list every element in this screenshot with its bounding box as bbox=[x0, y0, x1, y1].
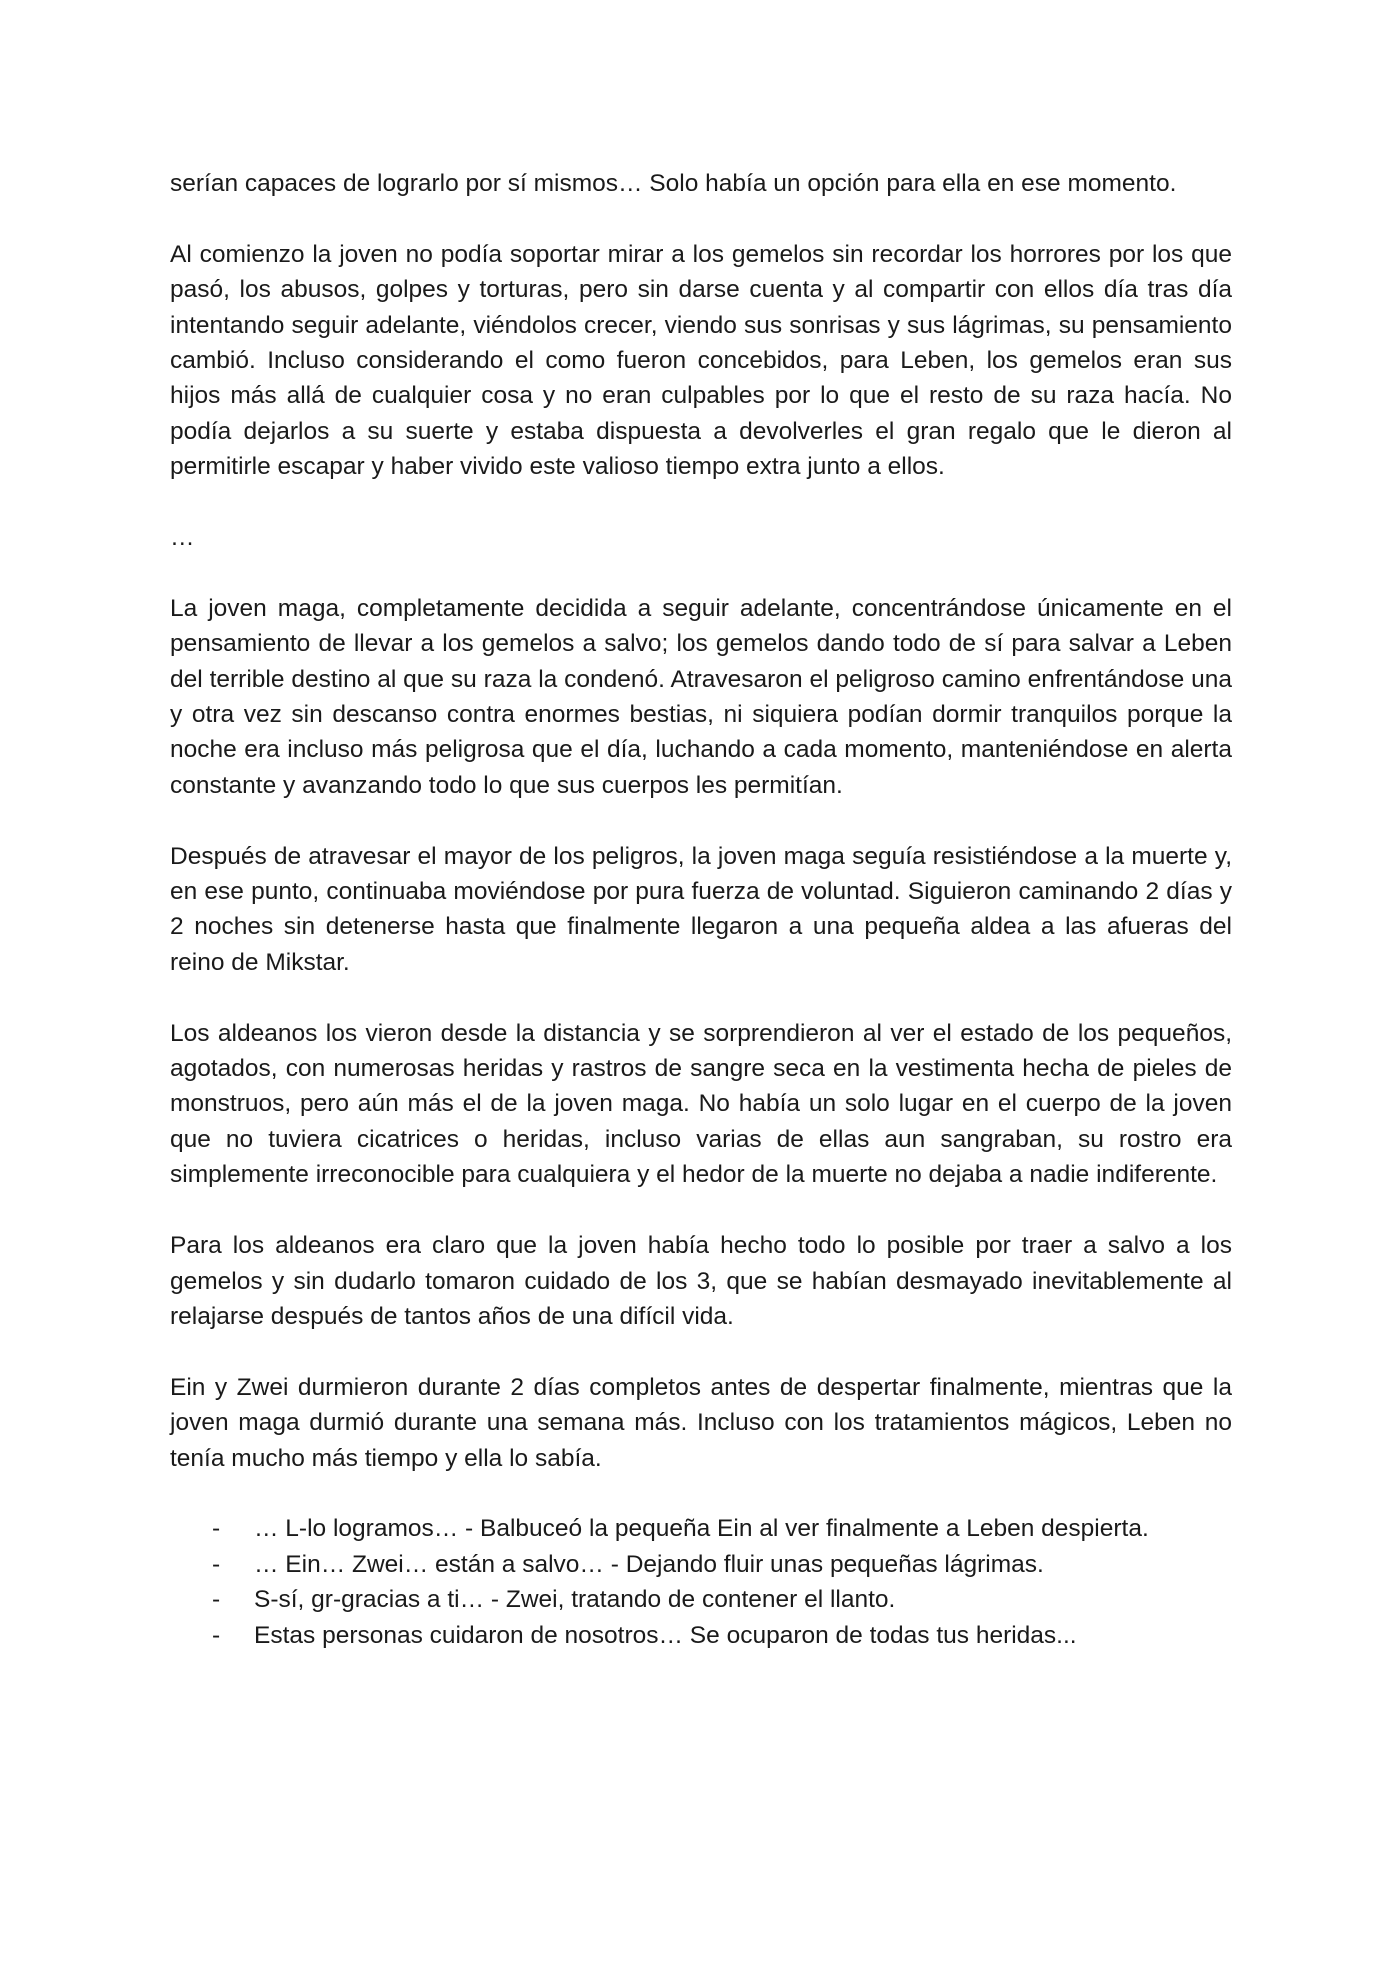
dialogue-text: … L-lo logramos… - Balbuceó la pequeña Ein al ver finalmente a Leben despierta. bbox=[254, 1515, 1149, 1543]
paragraph-7: Ein y Zwei durmieron durante 2 días completos antes de despertar finalmente, mientras que la joven maga durmió durante una semana más. Incluso con los tratamientos mágicos, Leben no tenía mucho más tiempo y ella lo sabía. bbox=[170, 1373, 1232, 1472]
paragraph-3: La joven maga, completamente decidida a seguir adelante, concentrándose únicamente en el pensamiento de llevar a los gemelos a salvo; los gemelos dando todo de sí para salvar a Leben del terrible destino al que su raza la condenó. Atravesaron el peligroso camino enfrentándose una y otra vez sin descanso contra enormes bestias, ni siquiera podían dormir tranquilos porque la noche era incluso más peligrosa que el día, luchando a cada momento, manteniéndose en alerta constante y avanzando todo lo que sus cuerpos les permitían. bbox=[170, 594, 1232, 799]
paragraph-1: serían capaces de lograrlo por sí mismos… Solo había un opción para ella en ese momento. bbox=[170, 170, 1177, 197]
dialogue-dash: - bbox=[212, 1550, 221, 1578]
dialogue-list bbox=[170, 1511, 1232, 1653]
document-body bbox=[170, 166, 1232, 1653]
dialogue-text: Estas personas cuidaron de nosotros… Se ocuparon de todas tus heridas... bbox=[254, 1621, 1077, 1649]
dialogue-dash: - bbox=[212, 1586, 221, 1614]
dialogue-dash: - bbox=[212, 1515, 221, 1543]
paragraph-6: Para los aldeanos era claro que la joven había hecho todo lo posible por traer a salvo a los gemelos y sin dudarlo tomaron cuidado de los 3, que se habían desmayado inevitablemente al relajarse después de tantos años de una difícil vida. bbox=[170, 1232, 1232, 1330]
paragraph-4: Después de atravesar el mayor de los peligros, la joven maga seguía resistiéndose a la muerte y, en ese punto, continuaba moviéndose por pura fuerza de voluntad. Siguieron caminando 2 días y 2 noches sin detenerse hasta que finalmente llegaron a una pequeña aldea a las afueras del reino de Mikstar. bbox=[170, 842, 1232, 976]
dialogue-line bbox=[170, 1547, 1232, 1582]
paragraph-2: Al comienzo la joven no podía soportar mirar a los gemelos sin recordar los horrores por los que pasó, los abusos, golpes y torturas, pero sin darse cuenta y al compartir con ellos día tras día intentando seguir adelante, viéndolos crecer, viendo sus sonrisas y sus lágrimas, su pensamiento cambió. Incluso considerando el como fueron concebidos, para Leben, los gemelos eran sus hijos más allá de cualquier cosa y no eran culpables por lo que el resto de su raza hacía. No podía dejarlos a su suerte y estaba dispuesta a devolverles el gran regalo que le dieron al permitirle escapar y haber vivido este valioso tiempo extra junto a ellos. bbox=[170, 240, 1232, 481]
dialogue-text: S-sí, gr-gracias a ti… - Zwei, tratando de contener el llanto. bbox=[254, 1586, 896, 1614]
dialogue-text: … Ein… Zwei… están a salvo… - Dejando fluir unas pequeñas lágrimas. bbox=[254, 1550, 1044, 1578]
dialogue-line bbox=[170, 1582, 1232, 1617]
dialogue-line bbox=[170, 1511, 1232, 1546]
section-break-ellipsis: … bbox=[170, 524, 195, 552]
dialogue-line bbox=[170, 1618, 1232, 1653]
paragraph-5: Los aldeanos los vieron desde la distancia y se sorprendieron al ver el estado de los pequeños, agotados, con numerosas heridas y rastros de sangre seca en la vestimenta hecha de pieles de monstruos, pero aún más el de la joven maga. No había un solo lugar en el cuerpo de la joven que no tuviera cicatrices o heridas, incluso varias de ellas aun sangraban, su rostro era simplemente irreconocible para cualquiera y el hedor de la muerte no dejaba a nadie indiferente. bbox=[170, 1019, 1232, 1189]
dialogue-dash: - bbox=[212, 1621, 221, 1649]
